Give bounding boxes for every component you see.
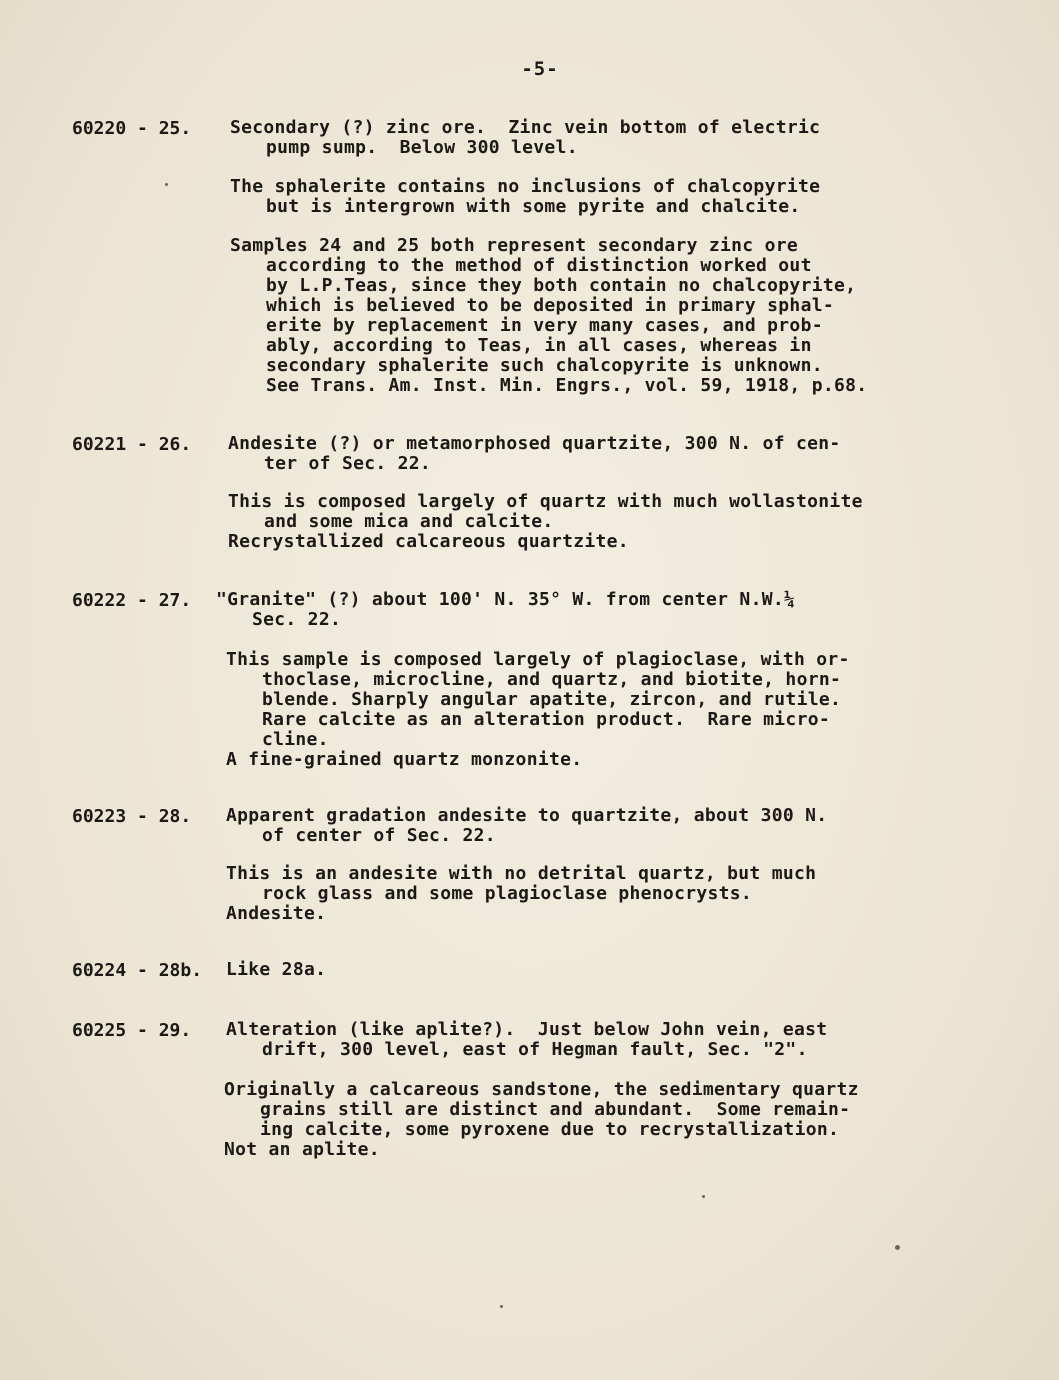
text-line: This is composed largely of quartz with much wollastonite xyxy=(228,491,863,512)
entry-paragraph xyxy=(230,177,820,217)
text-line: Originally a calcareous sandstone, the sedimentary quartz xyxy=(224,1079,859,1100)
text-line: cline. xyxy=(262,729,329,750)
text-line: blende. Sharply angular apatite, zircon, and rutile. xyxy=(262,689,842,710)
paper-speck xyxy=(500,1305,503,1308)
text-line: Apparent gradation andesite to quartzite, about 300 N. xyxy=(226,805,828,826)
text-line: Not an aplite. xyxy=(224,1139,380,1160)
text-line: Andesite. xyxy=(226,903,327,924)
text-line: Samples 24 and 25 both represent secondary zinc ore xyxy=(230,235,798,256)
entry-paragraph xyxy=(224,1080,859,1160)
specimen-number: 60224 - 28b. xyxy=(72,960,203,981)
text-line: of center of Sec. 22. xyxy=(262,825,496,846)
text-line: rock glass and some plagioclase phenocrysts. xyxy=(262,883,753,904)
specimen-number: 60220 - 25. xyxy=(72,118,192,139)
text-line: grains still are distinct and abundant. Some remain- xyxy=(260,1099,851,1120)
text-line: The sphalerite contains no inclusions of chalcopyrite xyxy=(230,176,821,197)
text-line: This sample is composed largely of plagioclase, with or- xyxy=(226,649,850,670)
text-line: drift, 300 level, east of Hegman fault, Sec. "2". xyxy=(262,1039,808,1060)
text-line: secondary sphalerite such chalcopyrite is unknown. xyxy=(266,355,823,376)
text-line: Andesite (?) or metamorphosed quartzite, 300 N. of cen- xyxy=(228,433,841,454)
page-number: -5- xyxy=(521,58,559,80)
entry-description xyxy=(226,960,326,980)
text-line: Alteration (like aplite?). Just below John vein, east xyxy=(226,1019,828,1040)
text-line: This is an andesite with no detrital quartz, but much xyxy=(226,863,817,884)
paper-speck xyxy=(702,1195,705,1198)
specimen-number: 60223 - 28. xyxy=(72,806,192,827)
specimen-number: 60225 - 29. xyxy=(72,1020,192,1041)
text-line: "Granite" (?) about 100' N. 35° W. from center N.W.¼ xyxy=(216,589,796,610)
text-line: according to the method of distinction worked out xyxy=(266,255,812,276)
entry-description xyxy=(226,806,827,846)
text-line: pump sump. Below 300 level. xyxy=(266,137,578,158)
entry-description xyxy=(230,118,820,158)
text-line: ably, according to Teas, in all cases, whereas in xyxy=(266,335,812,356)
text-line: Like 28a. xyxy=(226,959,327,980)
text-line: which is believed to be deposited in primary sphal- xyxy=(266,295,834,316)
entry-paragraph xyxy=(226,864,816,924)
text-line: by L.P.Teas, since they both contain no chalcopyrite, xyxy=(266,275,857,296)
specimen-number: 60222 - 27. xyxy=(72,590,192,611)
specimen-number: 60221 - 26. xyxy=(72,434,192,455)
text-line: and some mica and calcite. xyxy=(264,511,554,532)
text-line: thoclase, microcline, and quartz, and biotite, horn- xyxy=(262,669,842,690)
paper-speck xyxy=(895,1245,900,1250)
text-line: Recrystallized calcareous quartzite. xyxy=(228,531,629,552)
entry-paragraph xyxy=(226,650,850,770)
entry-paragraph xyxy=(228,492,863,552)
entry-description xyxy=(226,1020,827,1060)
entry-description xyxy=(228,434,841,474)
text-line: See Trans. Am. Inst. Min. Engrs., vol. 59, 1918, p.68. xyxy=(266,375,868,396)
text-line: ter of Sec. 22. xyxy=(264,453,432,474)
text-line: Sec. 22. xyxy=(252,609,342,630)
entry-paragraph xyxy=(230,236,867,396)
text-line: ing calcite, some pyroxene due to recrystallization. xyxy=(260,1119,840,1140)
text-line: Rare calcite as an alteration product. Rare micro- xyxy=(262,709,830,730)
paper-speck xyxy=(165,183,168,186)
text-line: erite by replacement in very many cases, and prob- xyxy=(266,315,823,336)
text-line: A fine-grained quartz monzonite. xyxy=(226,749,583,770)
entry-description xyxy=(216,590,795,630)
text-line: but is intergrown with some pyrite and chalcite. xyxy=(266,196,801,217)
text-line: Secondary (?) zinc ore. Zinc vein bottom of electric xyxy=(230,117,821,138)
